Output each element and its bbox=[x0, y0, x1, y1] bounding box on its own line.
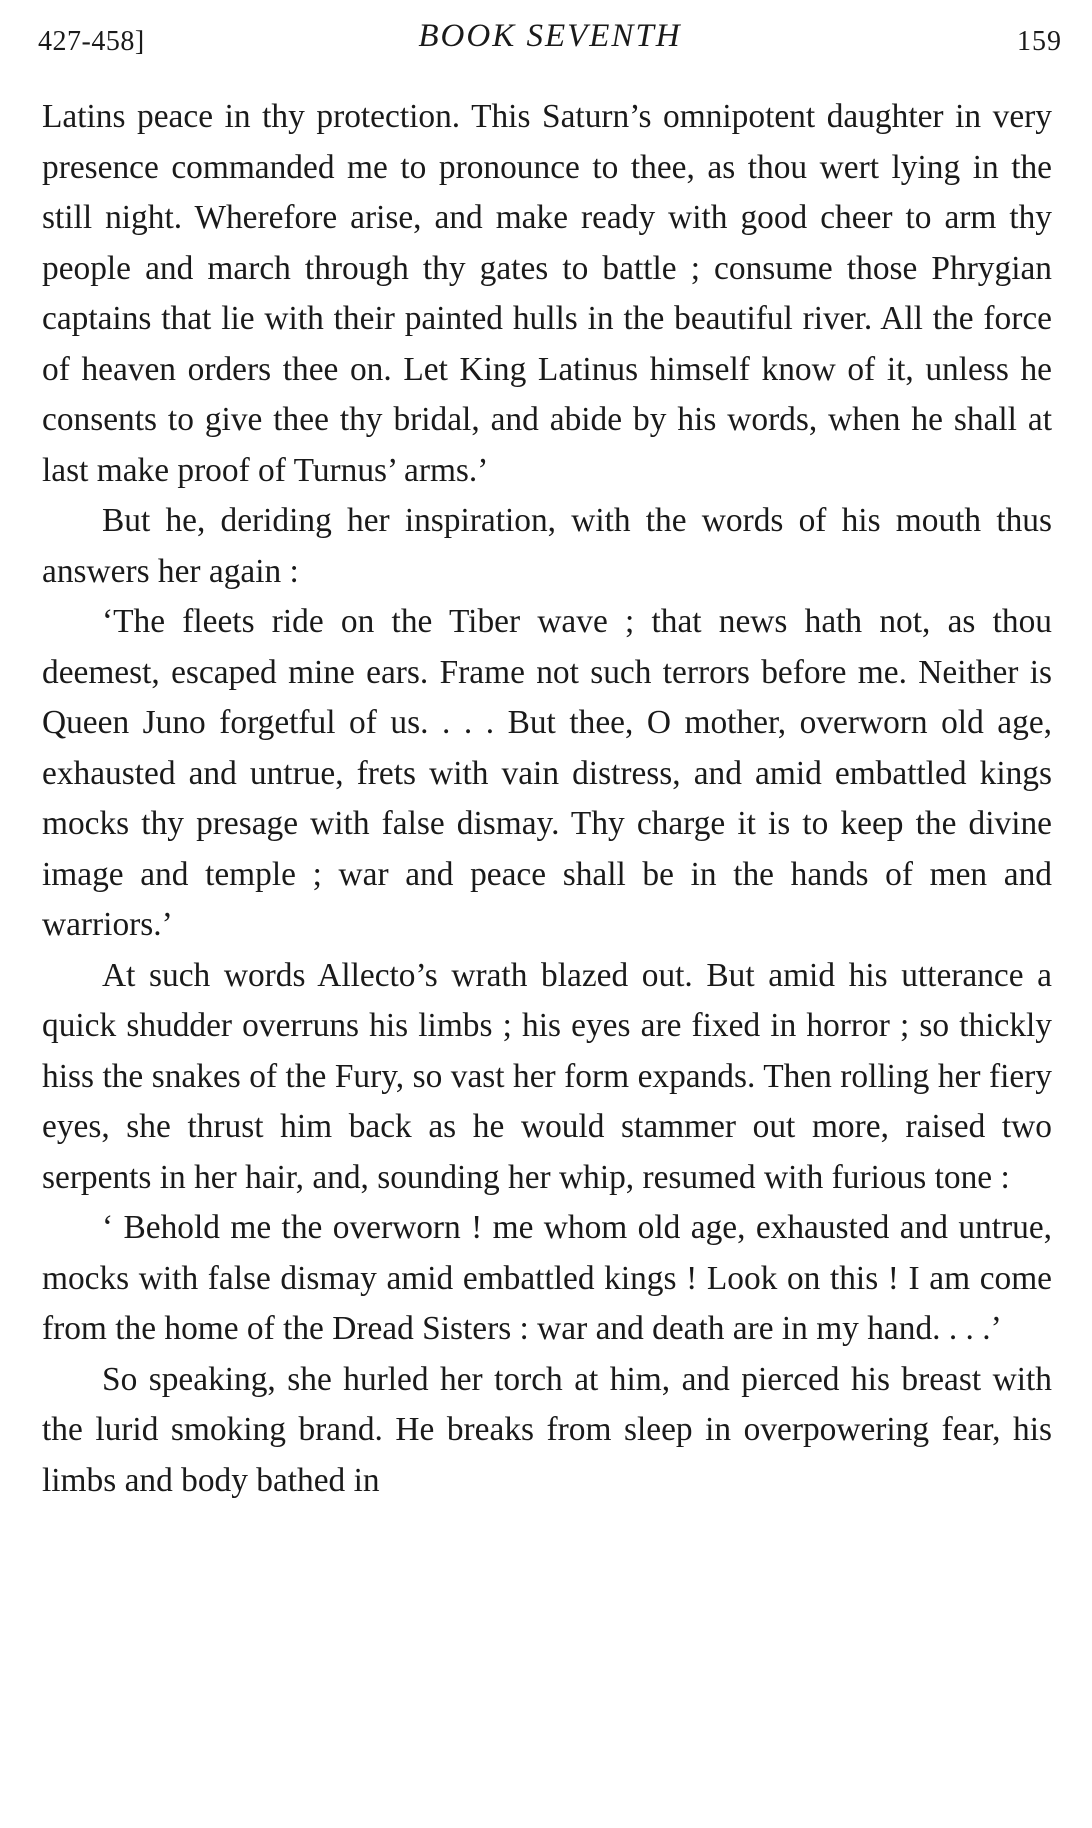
running-header bbox=[38, 18, 1062, 68]
line-range: 427-458] bbox=[38, 26, 145, 57]
paragraph: ‘The fleets ride on the Tiber wave ; that news hath not, as thou deemest, escaped mine ears. Frame not such terrors before me. Neither is Queen Juno forgetful of us. . . . But thee, O mother, overworn old age, exhausted and untrue, frets with vain distress, and amid embattled kings mocks thy presage with false dismay. Thy charge it is to keep the divine image and temple ; war and peace shall be in the hands of men and warriors.’ bbox=[42, 603, 1052, 943]
page-number: 159 bbox=[1017, 26, 1062, 57]
paragraph: ‘ Behold me the overworn ! me whom old age, exhausted and untrue, mocks with false dismay amid embattled kings ! Look on this ! I am come from the home of the Dread Sisters : war and death are in my hand. . . .’ bbox=[42, 1209, 1052, 1347]
paragraph-continued: Latins peace in thy protection. This Saturn’s omnipotent daughter in very presence commanded me to pronounce to thee, as thou wert lying in the still night. Wherefore arise, and make ready with good cheer to arm thy people and march through thy gates to battle ; consume those Phrygian captains that lie with their painted hulls in the beautiful river. All the force of heaven orders thee on. Let King Latinus himself know of it, unless he consents to give thee thy bridal, and abide by his words, when he shall at last make proof of Turnus’ arms.’ bbox=[42, 98, 1052, 489]
paragraph: At such words Allecto’s wrath blazed out. But amid his utterance a quick shudder overruns his limbs ; his eyes are fixed in horror ; so thickly hiss the snakes of the Fury, so vast her form expands. Then rolling her fiery eyes, she thrust him back as he would stammer out more, raised two serpents in her hair, and, sounding her whip, resumed with furious tone : bbox=[42, 956, 1052, 1196]
paragraph: So speaking, she hurled her torch at him, and pierced his breast with the lurid smoking brand. He breaks from sleep in overpowering fear, his limbs and body bathed in bbox=[42, 1360, 1052, 1499]
running-title: BOOK SEVENTH bbox=[418, 18, 682, 54]
paragraph: But he, deriding her inspiration, with the words of his mouth thus answers her again : bbox=[42, 502, 1052, 590]
body-text bbox=[42, 92, 1052, 1506]
